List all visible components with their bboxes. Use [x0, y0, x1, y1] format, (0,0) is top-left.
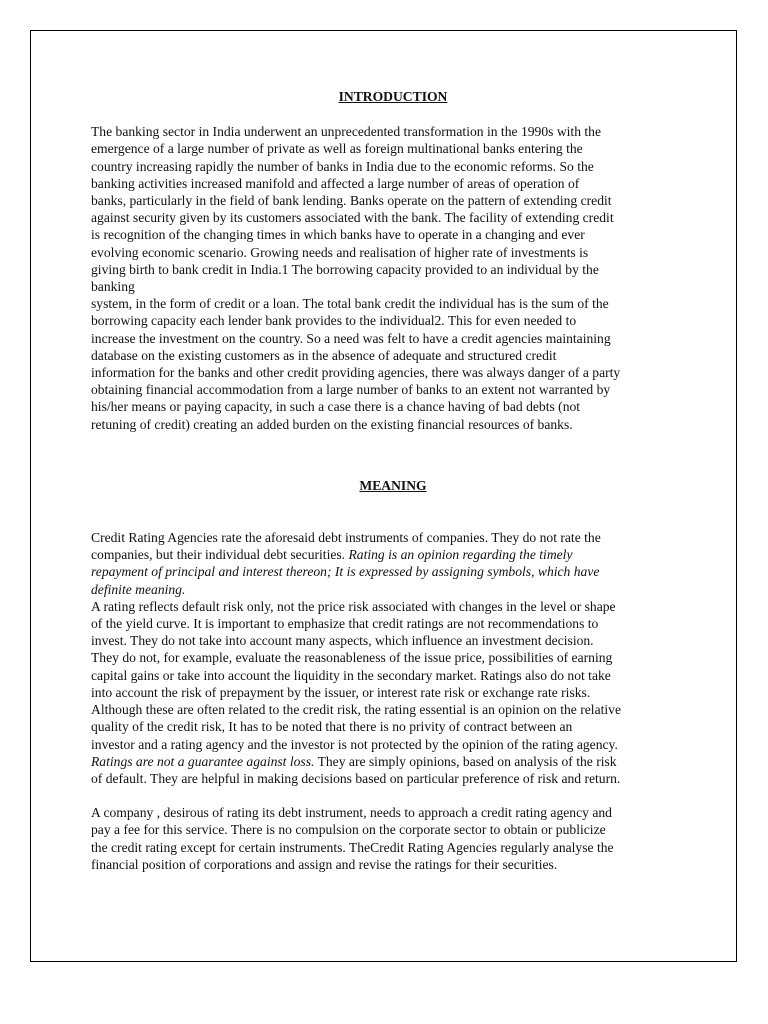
text-line: capital gains or take into account the liquidity in the secondary market. Ratings also do not take [91, 667, 611, 683]
text-line: banks, particularly in the field of bank lending. Banks operate on the pattern of extending credit [91, 193, 612, 209]
italic-text: Rating is an opinion regarding the timely [348, 547, 573, 563]
text-line: of the yield curve. It is important to emphasize that credit ratings are not recommendations to [91, 616, 599, 632]
text-line: information for the banks and other credit providing agencies, there was always danger of a party [91, 365, 621, 381]
text-line: banking [91, 279, 135, 295]
text-line: the credit rating except for certain instruments. TheCredit Rating Agencies regularly analyse the [91, 839, 614, 855]
text-line [91, 753, 681, 770]
text-line: country increasing rapidly the number of banks in India due to the economic reforms. So the [91, 158, 594, 174]
introduction-paragraph [91, 123, 681, 433]
italic-text: repayment of principal and interest thereon; It is expressed by assigning symbols, which have [91, 564, 600, 580]
text-line: is recognition of the changing times in which banks have to operate in a changing and ever [91, 227, 585, 243]
text-line: his/her means or paying capacity, in such a case there is a chance having of bad debts (not [91, 399, 581, 415]
text-line: Credit Rating Agencies rate the aforesaid debt instruments of companies. They do not rate the [91, 530, 601, 546]
italic-text: definite meaning. [91, 581, 186, 597]
text-line: into account the risk of prepayment by the issuer, or interest rate risk or exchange rate risks. [91, 684, 591, 700]
text-line: of default. They are helpful in making decisions based on particular preference of risk and return. [91, 770, 621, 786]
text-line [91, 563, 681, 580]
text-line: The banking sector in India underwent an unprecedented transformation in the 1990s with the [91, 124, 601, 140]
text-segment: They are simply opinions, based on analysis of the risk [314, 753, 617, 769]
text-segment: companies, but their individual debt securities. [91, 547, 349, 563]
text-line [91, 581, 681, 598]
text-line: borrowing capacity each lender bank provides to the individual2. This for even needed to [91, 313, 577, 329]
italic-text: Ratings are not a guarantee against loss. [91, 753, 315, 769]
text-line: system, in the form of credit or a loan. The total bank credit the individual has is the sum of the [91, 296, 609, 312]
text-line: banking activities increased manifold and affected a large number of areas of operation of [91, 175, 580, 191]
text-line: against security given by its customers associated with the bank. The facility of extending credit [91, 210, 614, 226]
text-line: invest. They do not take into account many aspects, which influence an investment decision. [91, 633, 594, 649]
text-line: quality of the credit risk, It has to be noted that there is no privity of contract between an [91, 719, 573, 735]
company-paragraph [91, 804, 681, 873]
text-line: database on the existing customers as in the absence of adequate and structured credit [91, 347, 557, 363]
text-line: A company , desirous of rating its debt instrument, needs to approach a credit rating agency and [91, 805, 612, 821]
text-line: financial position of corporations and assign and revise the ratings for their securities. [91, 856, 558, 872]
introduction-heading: INTRODUCTION [338, 89, 448, 104]
text-line: increase the investment on the country. So a need was felt to have a credit agencies maintaining [91, 330, 611, 346]
text-line [91, 546, 681, 563]
text-line: A rating reflects default risk only, not the price risk associated with changes in the level or shape [91, 598, 616, 614]
meaning-heading: MEANING [359, 477, 427, 493]
text-line: giving birth to bank credit in India.1 The borrowing capacity provided to an individual by the [91, 261, 599, 277]
text-line: Although these are often related to the credit risk, the rating essential is an opinion on the relative [91, 702, 621, 718]
text-line: investor and a rating agency and the investor is not protected by the opinion of the rating agency. [91, 736, 618, 752]
text-line: emergence of a large number of private as well as foreign multinational banks entering the [91, 141, 583, 157]
text-line: They do not, for example, evaluate the reasonableness of the issue price, possibilities of earning [91, 650, 613, 666]
text-line: retuning of credit) creating an added burden on the existing financial resources of banks. [91, 416, 573, 432]
meaning-paragraph [91, 529, 681, 787]
text-line: pay a fee for this service. There is no compulsion on the corporate sector to obtain or publicize [91, 822, 606, 838]
document-body [91, 88, 681, 873]
text-line: obtaining financial accommodation from a large number of banks to an extent not warranted by [91, 382, 611, 398]
text-line: evolving economic scenario. Growing needs and realisation of higher rate of investments is [91, 244, 589, 260]
